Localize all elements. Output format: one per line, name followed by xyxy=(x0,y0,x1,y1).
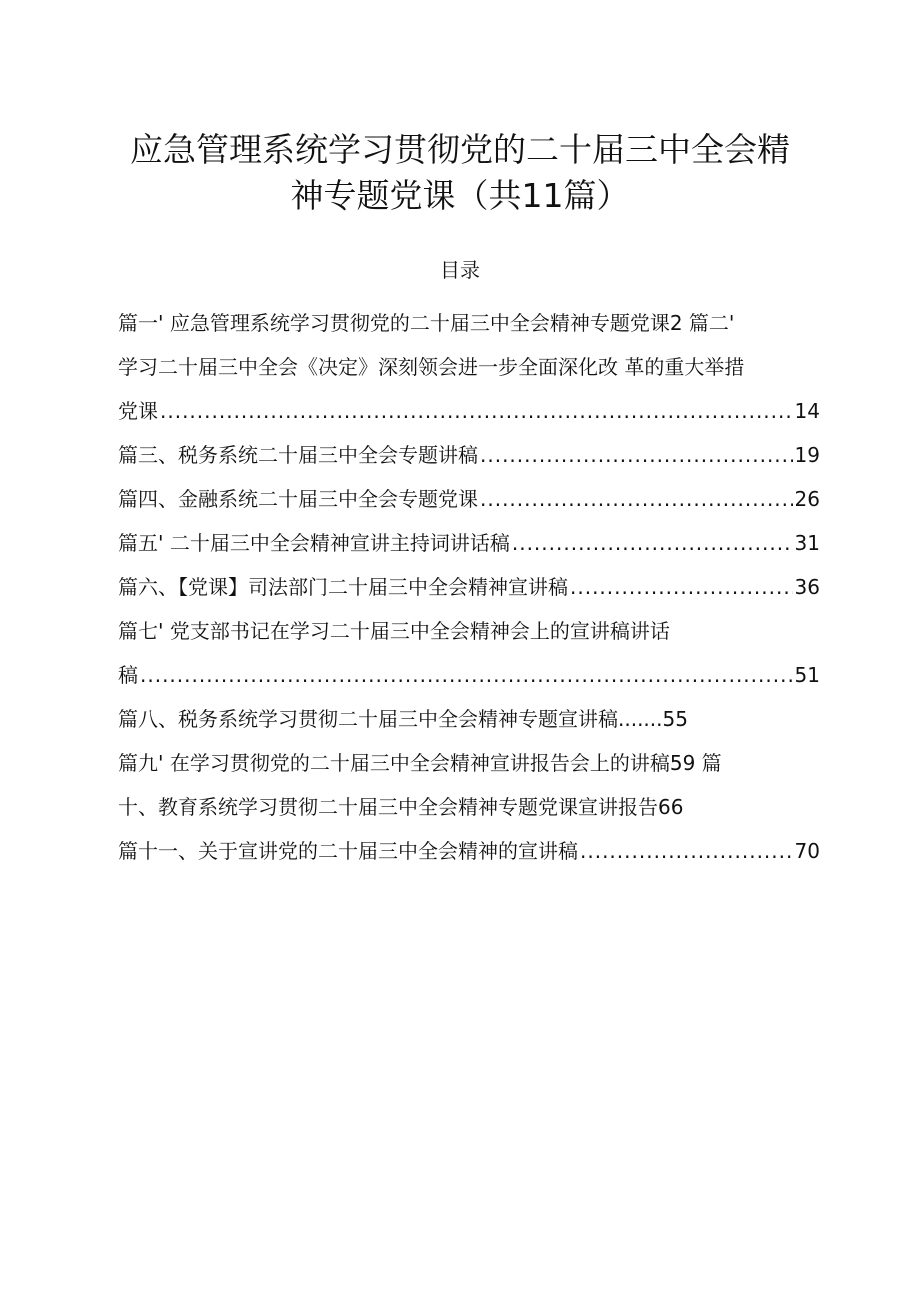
toc-entry[interactable] xyxy=(118,528,820,558)
document-title-line-2: 神专题党课（共11篇） xyxy=(290,176,630,215)
document-title-line-1: 应急管理系统学习贯彻党的二十届三中全会精 xyxy=(130,130,790,169)
toc-line-text: 篇八、税务系统学习贯彻二十届三中全会精神专题宣讲稿.......55 xyxy=(118,707,688,731)
toc-entry-title: 篇十一、关于宣讲党的二十届三中全会精神的宣讲稿 xyxy=(118,839,578,863)
toc-entry[interactable] xyxy=(118,660,820,690)
toc-heading: 目录 xyxy=(440,258,480,282)
toc-dot-leader xyxy=(480,440,793,470)
toc-entry-title: 稿 xyxy=(118,663,138,687)
toc-line[interactable] xyxy=(118,792,820,822)
toc-entry[interactable] xyxy=(118,484,820,514)
toc-line[interactable] xyxy=(118,704,820,734)
toc-dot-leader xyxy=(480,484,793,514)
toc-entry[interactable] xyxy=(118,440,820,470)
toc-page-number: 70 xyxy=(794,839,820,863)
toc-entry-title: 篇六、【党课】司法部门二十届三中全会精神宣讲稿 xyxy=(118,575,568,599)
toc-line[interactable] xyxy=(118,748,842,778)
toc-page-number: 19 xyxy=(794,443,820,467)
toc-entry-title: 篇四、金融系统二十届三中全会专题党课 xyxy=(118,487,478,511)
toc-line-text: 篇九' 在学习贯彻党的二十届三中全会精神宣讲报告会上的讲稿59 篇 xyxy=(118,751,722,775)
toc-dot-leader xyxy=(160,396,793,426)
toc-line-text: 学习二十届三中全会《决定》深刻领会进一步全面深化改 革的重大举措 xyxy=(118,355,745,379)
toc-dot-leader xyxy=(580,836,793,866)
toc-entry-title: 党课 xyxy=(118,399,158,423)
toc-page-number: 14 xyxy=(794,399,820,423)
toc-dot-leader xyxy=(570,572,793,602)
toc-entry[interactable] xyxy=(118,396,820,426)
toc-page-number: 51 xyxy=(794,663,820,687)
toc-entry-title: 篇三、税务系统二十届三中全会专题讲稿 xyxy=(118,443,478,467)
toc-line-text: 十、教育系统学习贯彻二十届三中全会精神专题党课宣讲报告66 xyxy=(118,795,684,819)
toc-entry-title: 篇五' 二十届三中全会精神宣讲主持词讲话稿 xyxy=(118,531,510,555)
toc-page-number: 26 xyxy=(794,487,820,511)
toc-page-number: 36 xyxy=(794,575,820,599)
toc-line-text: 篇七' 党支部书记在学习二十届三中全会精神会上的宣讲稿讲话 xyxy=(118,619,670,643)
toc-dot-leader xyxy=(512,528,793,558)
toc-line-text: 篇一' 应急管理系统学习贯彻党的二十届三中全会精神专题党课2 篇二' xyxy=(118,311,735,335)
toc-entry[interactable] xyxy=(118,836,820,866)
toc-entry[interactable] xyxy=(118,572,820,602)
toc-line xyxy=(118,308,842,338)
toc-dot-leader xyxy=(140,660,793,690)
toc-line xyxy=(118,352,842,382)
toc-line xyxy=(118,616,820,646)
toc-page-number: 31 xyxy=(794,531,820,555)
